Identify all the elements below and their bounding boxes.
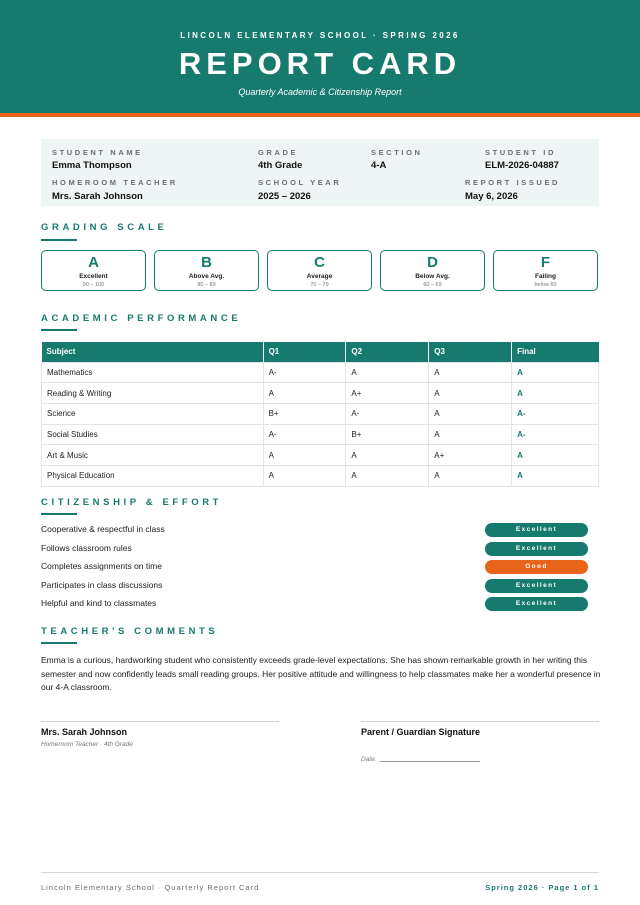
table-row: [42, 383, 599, 404]
homeroom-label: HOMEROOM TEACHER: [52, 178, 178, 187]
subject-cell: Reading & Writing: [42, 383, 264, 404]
citizenship-label: Follows classroom rules: [41, 543, 132, 553]
grade-cell: A-: [263, 362, 346, 383]
table-header-row: [42, 342, 599, 362]
grade-value: 4th Grade: [258, 160, 303, 171]
table-row: [42, 445, 599, 466]
table-row: [42, 362, 599, 383]
column-header: Q1: [263, 342, 346, 362]
table-row: [42, 403, 599, 424]
date-label: Date:: [361, 756, 377, 763]
grade-cell: A: [346, 465, 429, 486]
grade-range: below 60: [534, 282, 557, 288]
final-grade-cell: A-: [512, 403, 599, 424]
grade-letter: D: [427, 254, 438, 271]
grade-cell: A: [429, 424, 512, 445]
header-accent-stripe: [0, 113, 640, 117]
student-name-label: STUDENT NAME: [52, 148, 143, 157]
rating-badge: Excellent: [485, 597, 588, 611]
column-header: Final: [512, 342, 599, 362]
subject-cell: Science: [42, 403, 264, 424]
grade-cell: A: [263, 445, 346, 466]
footer-right: Spring 2026 · Page 1 of 1: [485, 883, 599, 892]
student-name-value: Emma Thompson: [52, 160, 132, 171]
teacher-name: Mrs. Sarah Johnson: [41, 727, 128, 737]
grade-label: Above Avg.: [188, 273, 225, 280]
citizenship-label: Helpful and kind to classmates: [41, 598, 157, 608]
citizenship-rule: [41, 513, 77, 515]
homeroom-value: Mrs. Sarah Johnson: [52, 191, 143, 202]
table-row: [42, 465, 599, 486]
school-year-value: 2025 – 2026: [258, 191, 311, 202]
grade-letter: B: [201, 254, 212, 271]
rating-badge: Good: [485, 560, 588, 574]
rating-badge: Excellent: [485, 542, 588, 556]
grade-card-b: [154, 250, 259, 291]
rating-badge: Excellent: [485, 579, 588, 593]
comments-rule: [41, 642, 77, 644]
final-grade-cell: A-: [512, 424, 599, 445]
date-rule: [380, 761, 480, 762]
citizenship-item: [41, 560, 599, 575]
table-row: [42, 424, 599, 445]
report-issued-label: REPORT ISSUED: [465, 178, 561, 187]
grade-label: Below Avg.: [415, 273, 450, 280]
academic-table: [41, 342, 599, 487]
grade-card-c: [267, 250, 372, 291]
school-line: LINCOLN ELEMENTARY SCHOOL · SPRING 2026: [180, 31, 460, 40]
report-header: [0, 0, 640, 113]
grade-cell: A-: [263, 424, 346, 445]
date-field: [361, 756, 480, 763]
grade-cell: A: [263, 465, 346, 486]
student-id-value: ELM-2026-04887: [485, 160, 559, 171]
report-issued-value: May 6, 2026: [465, 191, 518, 202]
grade-cell: B+: [263, 403, 346, 424]
citizenship-item: [41, 579, 599, 594]
school-year-label: SCHOOL YEAR: [258, 178, 342, 187]
grade-label: Average: [306, 273, 333, 280]
grading-scale-heading: GRADING SCALE: [41, 222, 168, 233]
grade-cell: A: [263, 383, 346, 404]
grade-cell: A: [429, 403, 512, 424]
academic-heading: ACADEMIC PERFORMANCE: [41, 313, 242, 324]
final-grade-cell: A: [512, 362, 599, 383]
grade-card-d: [380, 250, 485, 291]
column-header: Subject: [42, 342, 264, 362]
grade-cell: A+: [346, 383, 429, 404]
grade-label: GRADE: [258, 148, 299, 157]
final-grade-cell: A: [512, 383, 599, 404]
page-subtitle: Quarterly Academic & Citizenship Report: [238, 87, 402, 97]
final-grade-cell: A: [512, 445, 599, 466]
column-header: Q2: [346, 342, 429, 362]
citizenship-heading: CITIZENSHIP & EFFORT: [41, 497, 223, 508]
footer-rule: [41, 872, 599, 873]
grade-range: 60 – 69: [423, 282, 442, 288]
grade-cell: A: [429, 362, 512, 383]
grade-label: Excellent: [79, 273, 108, 280]
teacher-role: Homeroom Teacher · 4th Grade: [41, 741, 133, 748]
comments-heading: TEACHER'S COMMENTS: [41, 626, 219, 637]
grade-letter: C: [314, 254, 325, 271]
grade-card-a: [41, 250, 146, 291]
grade-cell: A+: [429, 445, 512, 466]
subject-cell: Social Studies: [42, 424, 264, 445]
subject-cell: Mathematics: [42, 362, 264, 383]
grade-range: 70 – 79: [310, 282, 329, 288]
footer-left: Lincoln Elementary School · Quarterly Report Card: [41, 883, 260, 892]
citizenship-label: Cooperative & respectful in class: [41, 524, 165, 534]
grade-cell: A: [346, 362, 429, 383]
page-title: REPORT CARD: [178, 46, 462, 81]
subject-cell: Physical Education: [42, 465, 264, 486]
grade-card-f: [493, 250, 598, 291]
citizenship-label: Participates in class discussions: [41, 580, 163, 590]
grade-label: Failing: [535, 273, 556, 280]
final-grade-cell: A: [512, 465, 599, 486]
parent-signature-label: Parent / Guardian Signature: [361, 727, 481, 737]
student-info-panel: [41, 139, 599, 206]
citizenship-item: [41, 542, 599, 557]
citizenship-item: [41, 523, 599, 538]
section-label: SECTION: [371, 148, 423, 157]
column-header: Q3: [429, 342, 512, 362]
teacher-signature-line: [41, 721, 279, 722]
grade-cell: A-: [346, 403, 429, 424]
grade-range: 80 – 89: [197, 282, 216, 288]
citizenship-label: Completes assignments on time: [41, 561, 162, 571]
subject-cell: Art & Music: [42, 445, 264, 466]
grading-scale-rule: [41, 239, 77, 241]
grade-letter: A: [88, 254, 99, 271]
academic-rule: [41, 329, 77, 331]
grade-letter: F: [540, 254, 551, 271]
citizenship-item: [41, 597, 599, 612]
grade-cell: A: [429, 465, 512, 486]
student-id-label: STUDENT ID: [485, 148, 556, 157]
grade-cell: A: [429, 383, 512, 404]
teacher-comment: Emma is a curious, hardworking student who consistently exceeds grade-level expectations. She has shown remarkable growth in her writing this semester and now confidently leads small reading groups. Her positive attitude and willingness to help classmates make her a wonderful presence in our 4-A classroom.: [41, 655, 601, 692]
rating-badge: Excellent: [485, 523, 588, 537]
section-value: 4-A: [371, 160, 387, 171]
grade-range: 90 – 100: [82, 282, 105, 288]
parent-signature-line: [361, 721, 599, 722]
grade-cell: A: [346, 445, 429, 466]
grade-cell: B+: [346, 424, 429, 445]
